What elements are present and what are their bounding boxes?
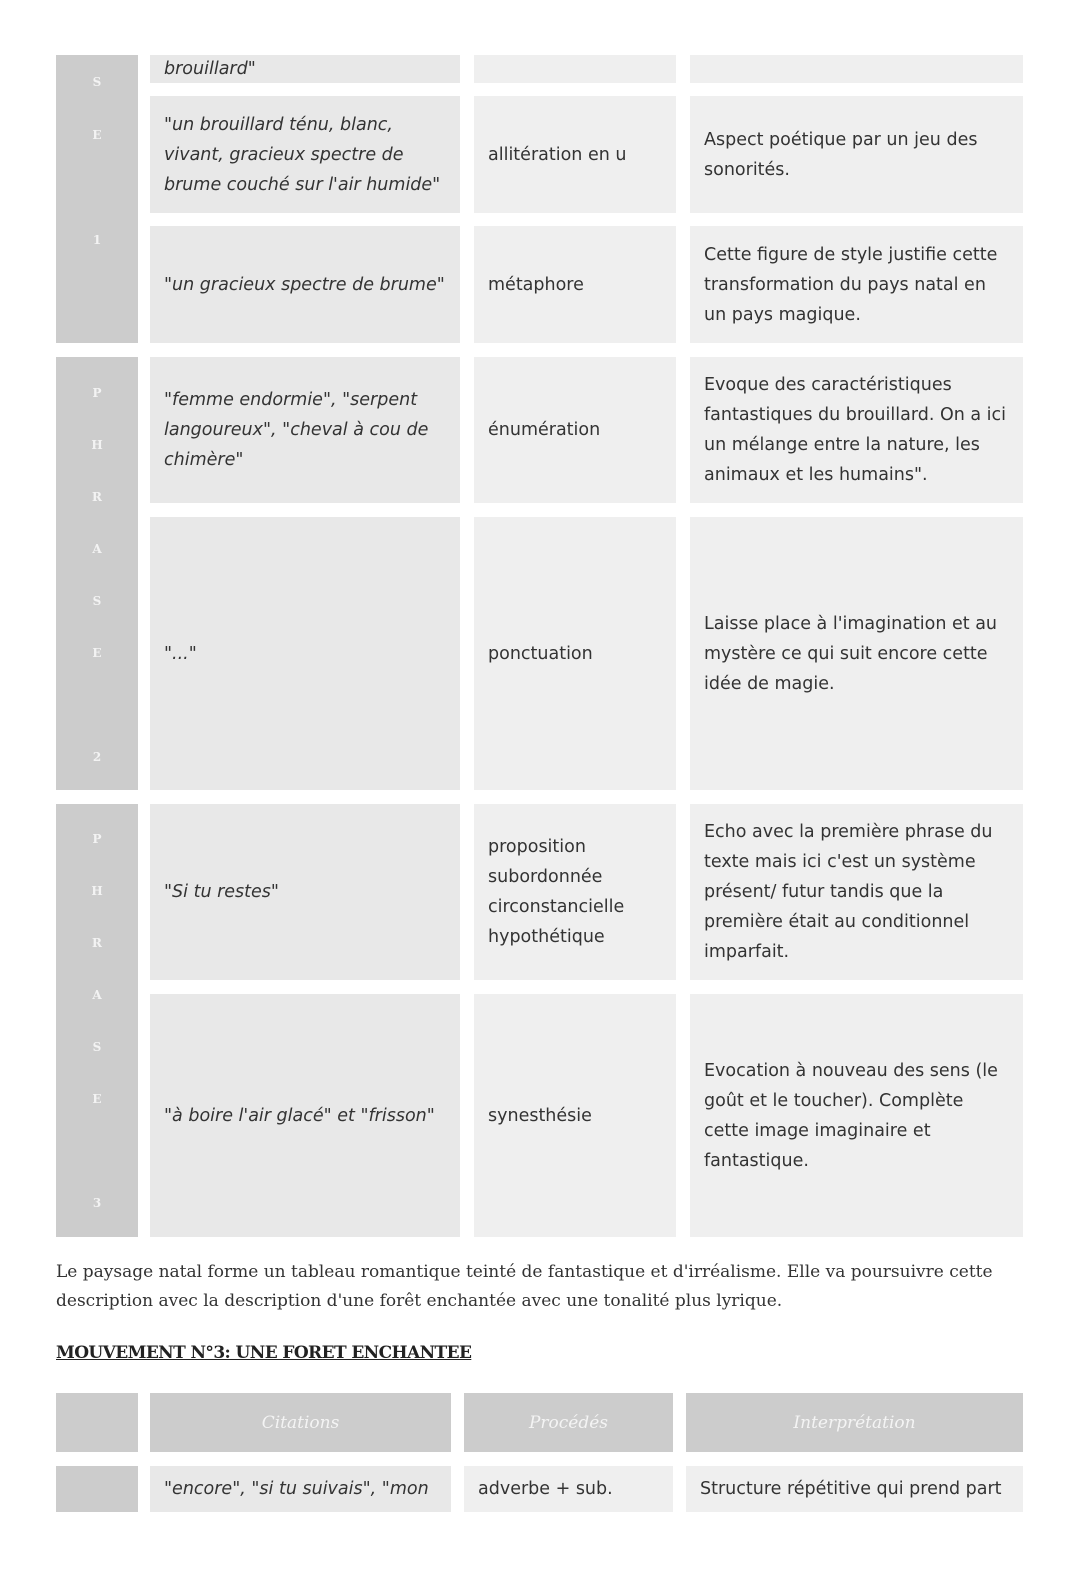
citation-text: "un gracieux spectre de brume" <box>164 274 445 295</box>
header-blank-cell <box>56 1393 138 1452</box>
header-citations-label: Citations <box>261 1412 340 1433</box>
procede-text: synesthésie <box>488 1105 592 1126</box>
procede-cell <box>464 1466 673 1512</box>
side-letter: P <box>92 386 102 400</box>
procede-text: allitération en u <box>488 144 627 165</box>
side-letter: E <box>92 646 102 660</box>
procede-text: adverbe + sub. <box>478 1479 613 1499</box>
procede-cell <box>474 804 676 980</box>
section1-side-letters <box>56 75 138 247</box>
procede-cell <box>474 994 676 1237</box>
side-letter: A <box>92 988 102 1002</box>
procede-text: métaphore <box>488 274 584 295</box>
interpretation-cell <box>690 517 1023 790</box>
citation-text: "encore", "si tu suivais", "mon <box>164 1479 429 1499</box>
side-letter: H <box>91 438 103 452</box>
side-letter: 2 <box>92 750 102 764</box>
citation-cell <box>150 517 460 790</box>
procede-text: proposition subordonnée circonstancielle hypothétique <box>488 837 625 947</box>
header-citations <box>150 1393 451 1452</box>
interpretation-text: Laisse place à l'imagination et au mystère ce qui suit encore cette idée de magie. <box>704 613 998 694</box>
side-letter: S <box>92 1040 102 1054</box>
side-letter: E <box>92 1092 102 1106</box>
interpretation-text: Structure répétitive qui prend part <box>700 1479 1002 1499</box>
side-letter: H <box>91 884 103 898</box>
side-letter: A <box>92 542 102 556</box>
interpretation-text: Evoque des caractéristiques fantastiques du brouillard. On a ici un mélange entre la nature, les animaux et les humains". <box>704 375 1007 485</box>
header-procedes <box>464 1393 673 1452</box>
citation-cell <box>150 357 460 503</box>
interpretation-cell <box>690 55 1023 83</box>
side-letter: R <box>92 936 102 950</box>
citation-text: "..." <box>164 643 197 664</box>
interpretation-text: Evocation à nouveau des sens (le goût et le toucher). Complète cette image imaginaire et fantastique. <box>704 1060 998 1171</box>
citation-text: "un brouillard ténu, blanc, vivant, gracieux spectre de brume couché sur l'air humide" <box>164 114 441 195</box>
procede-cell <box>474 226 676 343</box>
procede-cell <box>474 357 676 503</box>
side-letter: 3 <box>92 1196 102 1210</box>
side-letter: 1 <box>92 232 102 247</box>
interpretation-cell <box>690 804 1023 980</box>
interpretation-text: Aspect poétique par un jeu des sonorités. <box>704 129 978 180</box>
procede-text: ponctuation <box>488 643 593 664</box>
citation-text: "à boire l'air glacé" et "frisson" <box>164 1105 435 1126</box>
interpretation-cell <box>690 96 1023 213</box>
conclusion-paragraph: Le paysage natal forme un tableau romantique teinté de fantastique et d'irréalisme. Elle va poursuivre cette description avec la description d'une forêt enchantée avec une tonalité plus lyrique. <box>56 1262 993 1311</box>
header-interpretation-label: Interprétation <box>793 1412 916 1433</box>
movement-heading: MOUVEMENT N°3: UNE FORET ENCHANTEE <box>56 1343 472 1363</box>
citation-text: brouillard" <box>164 59 256 79</box>
interpretation-cell <box>690 226 1023 343</box>
procede-text: énumération <box>488 420 601 440</box>
citation-cell <box>150 994 460 1237</box>
citation-text: "Si tu restes" <box>164 882 279 902</box>
procede-cell <box>474 96 676 213</box>
citation-text: "femme endormie", "serpent langoureux", "cheval à cou de chimère" <box>164 390 429 470</box>
section2-side-letters <box>56 386 138 764</box>
side-letter: R <box>92 490 102 504</box>
citation-cell <box>150 55 460 83</box>
procede-cell <box>474 55 676 83</box>
interpretation-text: Echo avec la première phrase du texte mais ici c'est un système présent/ futur tandis que la première était au conditionnel imparfait. <box>704 822 993 962</box>
interpretation-cell <box>686 1466 1023 1512</box>
side-letter: P <box>92 832 102 846</box>
citation-cell <box>150 226 460 343</box>
citation-cell <box>150 1466 451 1512</box>
citation-cell <box>150 96 460 213</box>
interpretation-cell <box>690 357 1023 503</box>
header-procedes-label: Procédés <box>528 1412 609 1433</box>
procede-cell <box>474 517 676 790</box>
citation-cell <box>150 804 460 980</box>
header-interpretation <box>686 1393 1023 1452</box>
interpretation-text: Cette figure de style justifie cette transformation du pays natal en un pays magique. <box>704 244 998 325</box>
row-side-cell <box>56 1466 138 1512</box>
side-letter: S <box>92 594 102 608</box>
side-letter: S <box>92 75 102 89</box>
section3-side-letters <box>56 832 138 1210</box>
side-letter: E <box>92 127 102 142</box>
interpretation-cell <box>690 994 1023 1237</box>
